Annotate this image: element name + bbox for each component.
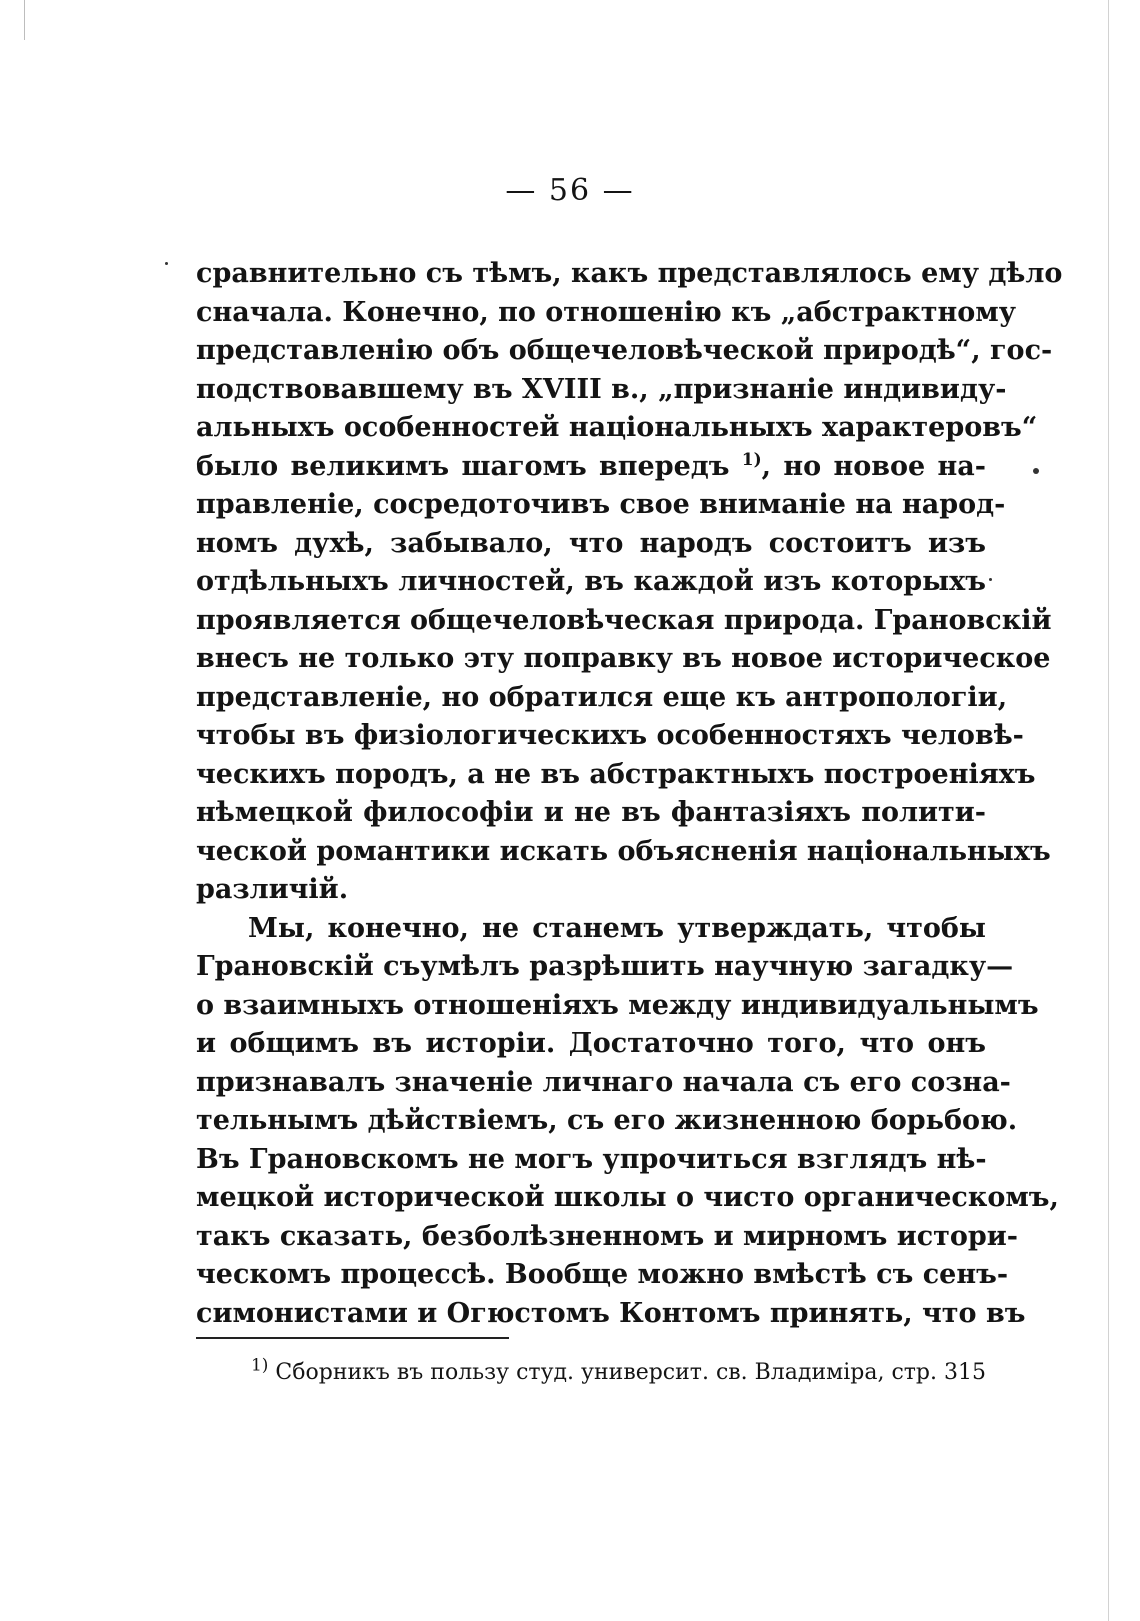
text-line: внесъ не только эту поправку въ новое историческое bbox=[196, 643, 1051, 674]
text-line: нѣмецкой философіи и не въ фантазіяхъ полити- bbox=[196, 797, 986, 828]
scan-speck bbox=[165, 262, 168, 265]
footnote bbox=[196, 1355, 986, 1388]
text-line: Грановскій съумѣлъ разрѣшить научную загадку— bbox=[196, 951, 1014, 982]
paragraph-last-line: различій. bbox=[196, 874, 349, 905]
text-line: проявляется общечеловѣческая природа. Грановскій bbox=[196, 604, 1052, 636]
text-line: мецкой исторической школы о чисто органическомъ, bbox=[196, 1182, 1059, 1213]
text-line: сначала. Конечно, по отношенію къ „абстрактному bbox=[196, 296, 1017, 328]
page-number: — 56 — bbox=[505, 173, 635, 208]
text-line: альныхъ особенностей національныхъ характеровъ“ bbox=[196, 412, 1038, 443]
text-line: представленію объ общечеловѣческой природѣ“, гос- bbox=[196, 335, 1053, 366]
text-line: о взаимныхъ отношеніяхъ между индивидуальнымъ bbox=[196, 989, 1039, 1021]
footnote-divider bbox=[196, 1337, 509, 1339]
text-line: симонистами и Огюстомъ Контомъ принять, что въ bbox=[196, 1297, 1026, 1329]
footnote-marker: 1) bbox=[250, 1355, 269, 1376]
scan-speck bbox=[1033, 468, 1039, 474]
text-line: такъ сказать, безболѣзненномъ и мирномъ истори- bbox=[196, 1220, 1019, 1252]
text-line: номъ духѣ, забывало, что народъ состоитъ изъ bbox=[196, 527, 986, 559]
text-line: признавалъ значеніе личнаго начала съ его созна- bbox=[196, 1066, 1011, 1098]
footnote-ref: 1) bbox=[741, 449, 762, 470]
text-line: Въ Грановскомъ не могъ упрочиться взглядъ нѣ- bbox=[196, 1143, 987, 1175]
text-line: сравнительно съ тѣмъ, какъ представлялось ему дѣло bbox=[196, 258, 1063, 289]
scan-edge-left bbox=[24, 0, 25, 40]
text-line-with-footnote-ref bbox=[196, 448, 986, 487]
scan-edge-right bbox=[1108, 0, 1109, 1621]
text-line: ческой романтики искать объясненія національныхъ bbox=[196, 835, 1051, 867]
text-segment: , но новое на- bbox=[761, 450, 986, 482]
text-line: ческомъ процессѣ. Вообще можно вмѣстѣ съ сенъ- bbox=[196, 1259, 1009, 1290]
paragraph-first-line: Мы, конечно, не станемъ утверждать, чтобы bbox=[248, 912, 986, 944]
text-segment: было великимъ шагомъ впередъ bbox=[196, 450, 730, 482]
text-line: представленіе, но обратился еще къ антропологіи, bbox=[196, 681, 1008, 713]
text-line: отдѣльныхъ личностей, въ каждой изъ которыхъ bbox=[196, 566, 986, 597]
text-line: правленіе, сосредоточивъ свое вниманіе на народ- bbox=[196, 489, 1006, 520]
text-line: ческихъ породъ, а не въ абстрактныхъ построеніяхъ bbox=[196, 758, 1036, 790]
text-line: и общимъ въ исторіи. Достаточно того, что онъ bbox=[196, 1028, 986, 1059]
text-line: чтобы въ физіологическихъ особенностяхъ человѣ- bbox=[196, 720, 1024, 751]
footnote-text: Сборникъ въ пользу студ. университ. св. Владиміра, стр. 315 bbox=[268, 1360, 986, 1385]
scan-speck bbox=[989, 578, 992, 581]
body-text bbox=[196, 255, 1063, 1333]
text-line: тельнымъ дѣйствіемъ, съ его жизненною борьбою. bbox=[196, 1105, 1018, 1136]
text-line: подствовавшему въ XVIII в., „признаніе индивиду- bbox=[196, 373, 1007, 405]
